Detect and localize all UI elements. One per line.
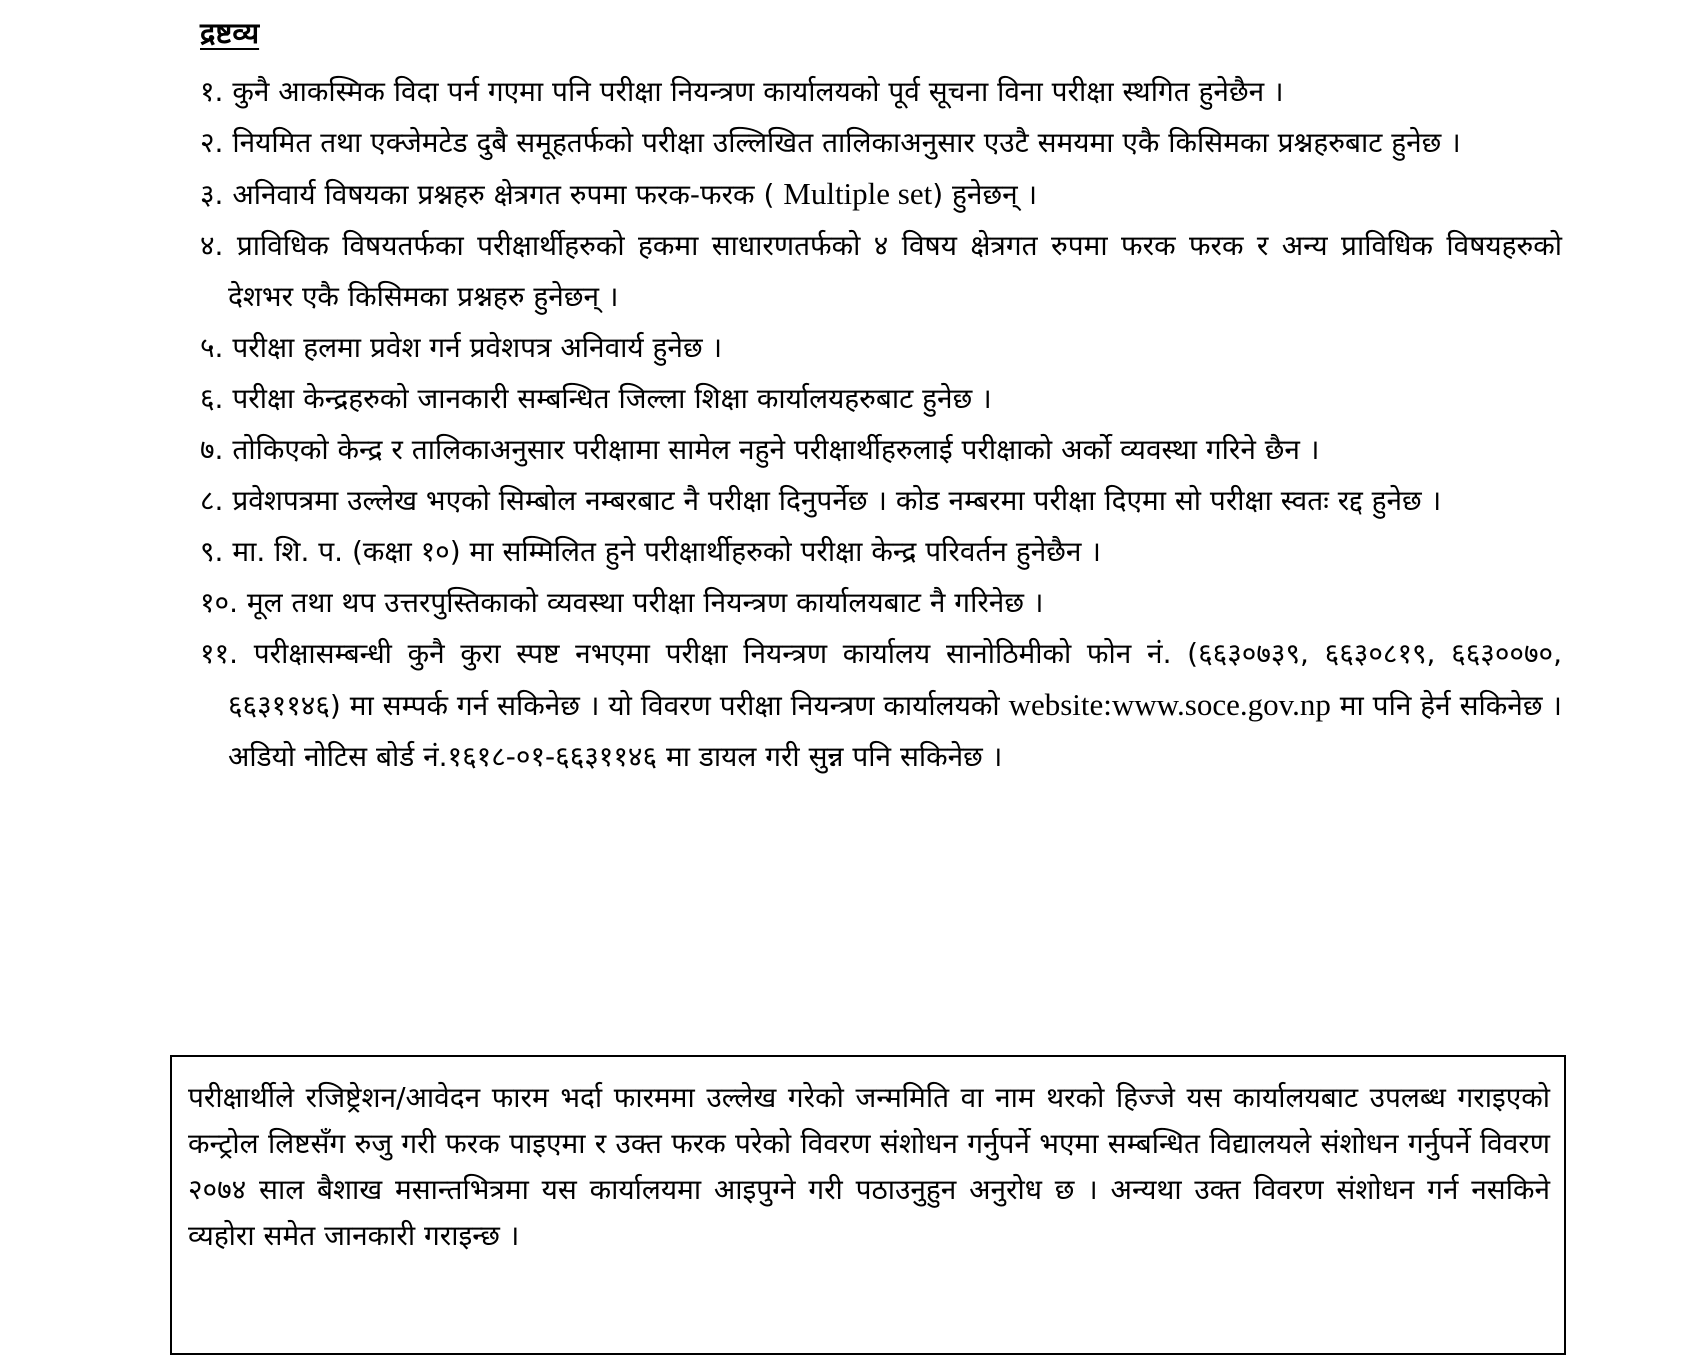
note-item-8: ८. प्रवेशपत्रमा उल्लेख भएको सिम्बोल नम्बरबाट नै परीक्षा दिनुपर्नेछ । कोड नम्बरमा परीक्षा दिएमा सो परीक्षा स्वतः रद्द हुनेछ । (200, 484, 1442, 517)
note-item-3 (200, 168, 1562, 220)
note-item-3-text-after: ) हुनेछन् । (932, 178, 1038, 211)
note-item-4: ४. प्राविधिक विषयतर्फका परीक्षार्थीहरुको हकमा साधारणतर्फको ४ विषय क्षेत्रगत रुपमा फरक फरक र अन्य प्राविधिक विषयहरुको देशभर एकै किसिमका प्रश्नहरु हुनेछन् । (200, 229, 1562, 313)
notes-list (200, 66, 1562, 782)
note-item-11-text-before: ११. परीक्षासम्बन्धी कुनै कुरा स्पष्ट नभएमा परीक्षा नियन्त्रण कार्यालय सानोठिमीको फोन नं. (६६३०७३९, ६६३०८१९, ६६३००७०, ६६३११४६) मा सम्पर्क गर्न सकिनेछ । यो विवरण परीक्षा नियन्त्रण कार्यालयको (200, 637, 1562, 722)
note-item-3-latin-text: Multiple set (783, 176, 933, 211)
note-item-9: ९. मा. शि. प. (कक्षा १०) मा सम्मिलित हुने परीक्षार्थीहरुको परीक्षा केन्द्र परिवर्तन हुनेछैन । (200, 535, 1101, 568)
notes-heading: द्रष्टव्य (200, 16, 260, 50)
note-item-5: ५. परीक्षा हलमा प्रवेश गर्न प्रवेशपत्र अनिवार्य हुनेछ । (200, 331, 723, 364)
note-item-6: ६. परीक्षा केन्द्रहरुको जानकारी सम्बन्धित जिल्ला शिक्षा कार्यालयहरुबाट हुनेछ । (200, 382, 992, 415)
note-item-7: ७. तोकिएको केन्द्र र तालिकाअनुसार परीक्षामा सामेल नहुने परीक्षार्थीहरुलाई परीक्षाको अर्को व्यवस्था गरिने छैन । (200, 433, 1320, 466)
note-item-11-text-after: मा पनि हेर्न सकिनेछ । अडियो नोटिस बोर्ड नं.१६१८-०१-६६३११४६ मा डायल गरी सुन्न पनि सकिनेछ । (228, 689, 1562, 773)
correction-notice-box (170, 1055, 1566, 1355)
note-item-3-text-before: ३. अनिवार्य विषयका प्रश्नहरु क्षेत्रगत रुपमा फरक-फरक ( (200, 178, 784, 211)
website-address: website:www.soce.gov.np (1008, 687, 1331, 722)
correction-notice-text: परीक्षार्थीले रजिष्ट्रेशन/आवेदन फारम भर्दा फारममा उल्लेख गरेको जन्ममिति वा नाम थरको हिज्जे यस कार्यालयबाट उपलब्ध गराइएको कन्ट्रोल लिष्टसँग रुजु गरी फरक पाइएमा र उक्त फरक परेको विवरण संशोधन गर्नुपर्ने भएमा सम्बन्धित विद्यालयले संशोधन गर्नुपर्ने विवरण २०७४ साल बैशाख मसान्तभित्रमा यस कार्यालयमा आइपुग्ने गरी पठाउनुहुन अनुरोध छ । अन्यथा उक्त विवरण संशोधन गर्न नसकिने व्यहोरा समेत जानकारी गराइन्छ । (188, 1081, 1550, 1252)
note-item-10: १०. मूल तथा थप उत्तरपुस्तिकाको व्यवस्था परीक्षा नियन्त्रण कार्यालयबाट नै गरिनेछ । (200, 586, 1044, 619)
note-item-11 (200, 628, 1562, 782)
note-item-1: १. कुनै आकस्मिक विदा पर्न गएमा पनि परीक्षा नियन्त्रण कार्यालयको पूर्व सूचना विना परीक्षा स्थगित हुनेछैन । (200, 75, 1284, 108)
note-item-2: २. नियमित तथा एक्जेमटेड दुबै समूहतर्फको परीक्षा उल्लिखित तालिकाअनुसार एउटै समयमा एकै किसिमका प्रश्नहरुबाट हुनेछ । (200, 126, 1461, 159)
